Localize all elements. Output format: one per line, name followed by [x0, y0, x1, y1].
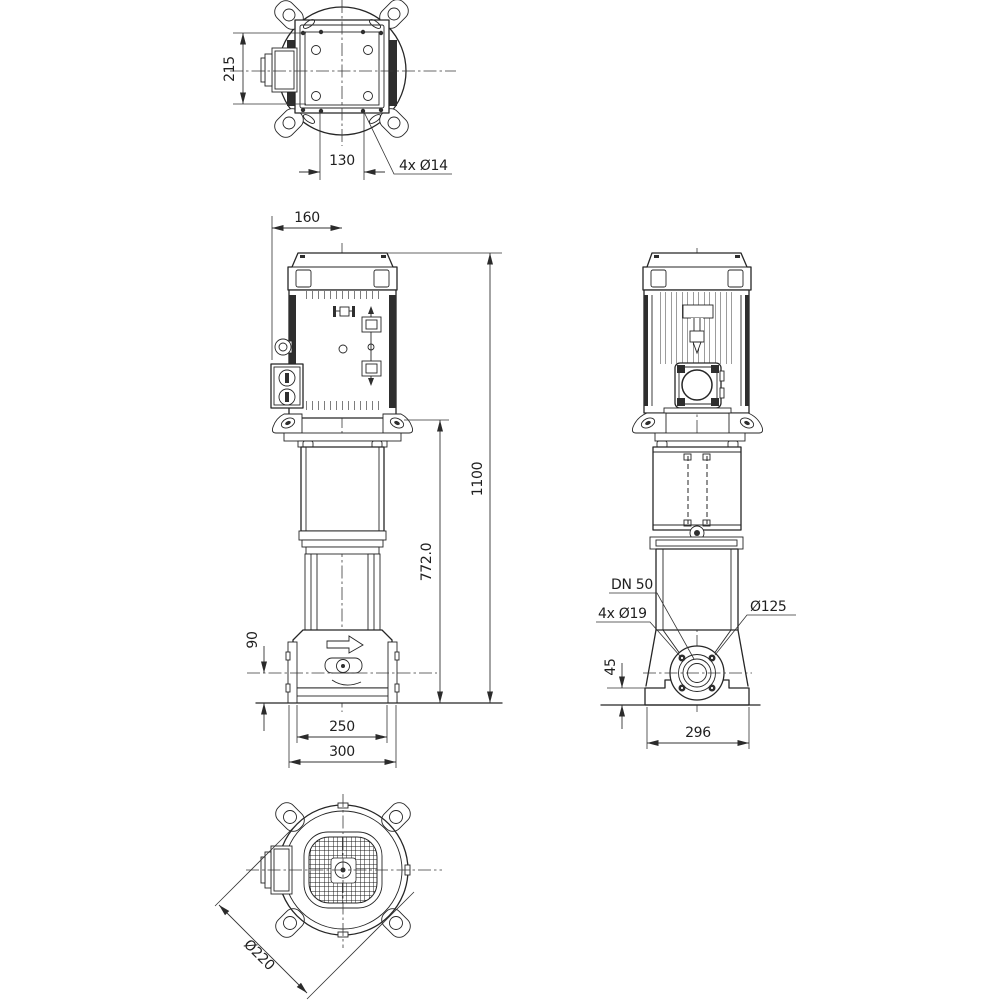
dim-label-250: 250	[329, 719, 355, 735]
motor-lantern-flange	[272, 414, 412, 448]
dim-label-1100: 1100	[470, 461, 486, 497]
dim-label-772: 772.0	[419, 542, 435, 582]
suction-flange	[286, 642, 297, 703]
dim-772	[404, 420, 449, 703]
mounting-ear	[378, 799, 414, 835]
dim-label-45: 45	[603, 658, 619, 676]
terminal-box	[271, 364, 303, 408]
lifting-eyebolt	[275, 339, 292, 355]
dim-90	[245, 631, 264, 731]
motor-fan-cover	[643, 253, 751, 290]
dim-label-90: 90	[245, 631, 261, 649]
dim-296	[647, 707, 749, 749]
dim-label-215: 215	[222, 56, 238, 82]
motor-fan-cover	[288, 253, 397, 290]
motor-side-band	[389, 40, 397, 106]
front-view	[245, 210, 502, 768]
lantern	[299, 447, 386, 554]
pump-shell	[650, 447, 743, 549]
rib-row	[302, 291, 384, 299]
dim-1100	[382, 253, 502, 703]
terminal-box-top	[261, 48, 297, 92]
dim-label-160: 160	[294, 210, 320, 226]
motor-body	[271, 290, 396, 418]
dim-label-220: Ø220	[240, 936, 278, 974]
mounting-ear	[272, 799, 308, 835]
stage-cylinder	[656, 549, 738, 630]
dim-label-300: 300	[329, 744, 355, 760]
bolt-circle-label: Ø125	[750, 599, 787, 615]
pump-base	[286, 630, 399, 703]
bottom-view	[215, 794, 442, 999]
dim-45	[603, 658, 645, 729]
side-view	[596, 248, 796, 749]
terminal-box-face	[675, 363, 724, 408]
gland-opening	[682, 370, 712, 400]
top-view	[222, 0, 456, 180]
dim-label-130: 130	[329, 153, 355, 169]
dim-300	[289, 705, 396, 768]
dim-label-296: 296	[685, 725, 711, 741]
discharge-flange	[388, 642, 399, 703]
mounting-ear	[272, 905, 308, 941]
nameplate	[683, 305, 713, 318]
stage-section	[305, 554, 380, 630]
motor-body	[644, 290, 749, 413]
rib-row	[302, 401, 384, 410]
flange-holes-label: 4x Ø19	[598, 606, 647, 622]
motor-lantern-flange	[632, 413, 762, 448]
dn-label: DN 50	[611, 577, 654, 593]
holes-label: 4x Ø14	[399, 158, 448, 174]
